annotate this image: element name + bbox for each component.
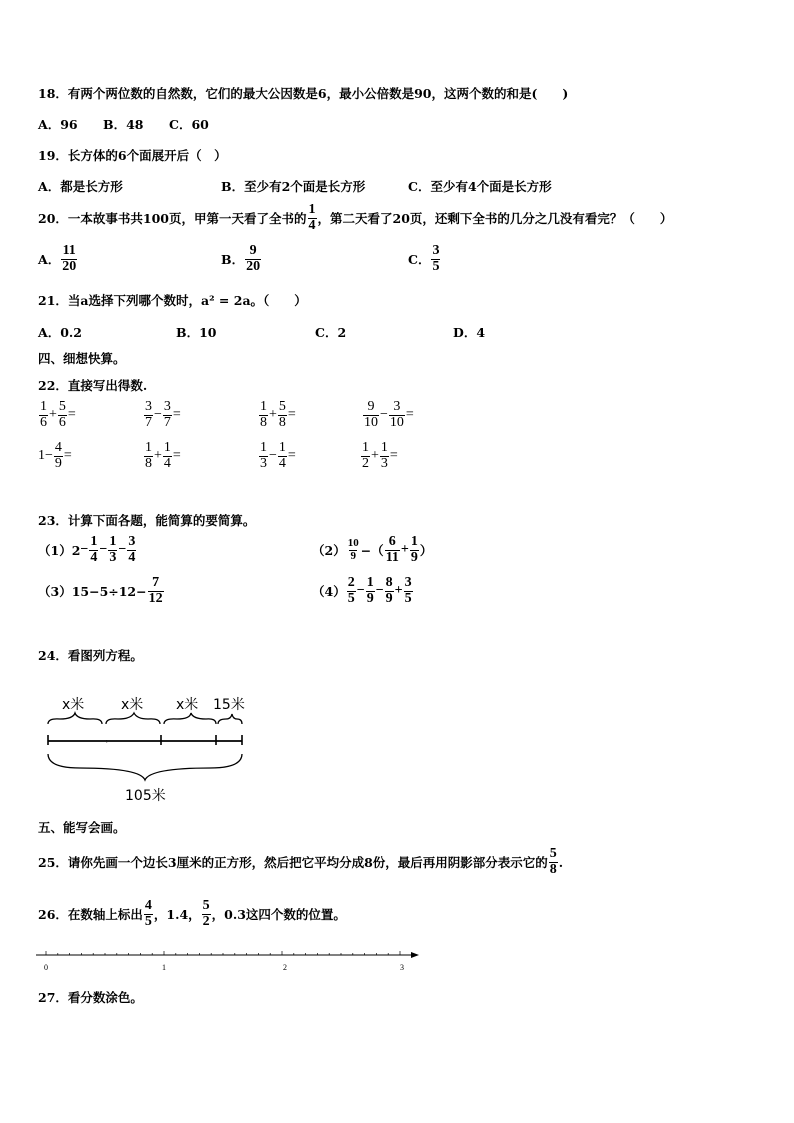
question-24-stem: 24．看图列方程。 <box>38 648 143 663</box>
question-20-stem-part2: ，第二天看了20页，还剩下全书的几分之几没有看完？（ ） <box>317 211 673 227</box>
question-21-option-c: C．2 <box>315 325 347 340</box>
calc-item: 3 7 − $\frac{3}{7}$ = <box>145 399 181 430</box>
fraction: $\frac{7}{12}$ <box>148 575 163 606</box>
calc-item: 1 2 + $\frac{1}{3}$ = <box>362 440 398 471</box>
option-c-fraction: 3 5 <box>432 243 440 274</box>
question-22-stem: 22．直接写出得数. <box>38 378 148 393</box>
fraction: 1 8 <box>260 399 267 430</box>
question-19-option-a: A．都是长方形 <box>38 179 123 194</box>
calc-item: 1 − $\frac{4}{9}$ = <box>38 440 72 471</box>
question-20-stem <box>38 203 672 233</box>
question-23-stem: 23．计算下面各题，能简算的要简算。 <box>38 513 256 528</box>
fraction: 1 3 <box>260 440 267 471</box>
calc-item: 1 8 + $\frac{5}{8}$ = <box>260 399 296 430</box>
question-21-option-d: D．4 <box>453 325 486 340</box>
fraction: 1 2 <box>362 440 369 471</box>
total-length-label: 105米 <box>125 788 166 804</box>
fraction: 6 11 <box>385 534 399 565</box>
question-18-option-c: C．60 <box>169 117 209 132</box>
tick-label-1: 1 <box>162 963 166 972</box>
fraction: $\frac{8}{9}$ <box>385 575 393 606</box>
question-23-part-1: （1）2 − $\frac{1}{4}$ − $\frac{1}{3}$ − $\frac{3}{4}$ <box>38 534 136 565</box>
fraction: 5 2 <box>202 898 210 929</box>
question-26-stem: 26．在数轴上标出 4 5 ，1.4， 5 2 ，0.3这四个数的位置。 <box>38 898 346 929</box>
segment-label-1: x米 <box>62 697 85 713</box>
fraction: $\frac{4}{9}$ <box>54 440 62 471</box>
segment-braces-and-line <box>40 710 255 785</box>
section-4-heading: 四、细想快算。 <box>38 351 126 366</box>
fraction: 9 10 <box>364 399 378 430</box>
fraction: $\frac{5}{6}$ <box>58 399 66 430</box>
fraction: 1 8 <box>145 440 152 471</box>
section-5-heading: 五、能写会画。 <box>38 820 126 835</box>
fraction: $\frac{1}{4}$ <box>90 534 98 565</box>
number-line-arrow <box>411 952 419 958</box>
calc-item: 1 3 − $\frac{1}{4}$ = <box>260 440 296 471</box>
fraction: $\frac{5}{8}$ <box>278 399 286 430</box>
question-25-stem: 25．请你先画一个边长3厘米的正方形，然后把它平均分成8份，最后再用阴影部分表示它的 5 8 . <box>38 846 564 877</box>
segment-label-2: x米 <box>121 697 144 713</box>
fraction: 10 9 <box>347 537 359 562</box>
segment-label-4: 15米 <box>213 697 245 713</box>
fraction: 4 5 <box>144 898 152 929</box>
question-20-option-c: C． 3 5 <box>408 243 440 274</box>
question-18-option-a: A．96 <box>38 117 78 132</box>
tick-label-0: 0 <box>44 963 48 972</box>
question-27-stem: 27．看分数涂色。 <box>38 990 143 1005</box>
question-23-part-3: （3）15−5÷12− $\frac{7}{12}$ <box>38 575 163 606</box>
question-21-option-b: B．10 <box>176 325 217 340</box>
question-20-stem-fraction: 1 4 <box>308 202 316 233</box>
fraction: $\frac{1}{4}$ <box>278 440 286 471</box>
fraction: $\frac{3}{4}$ <box>128 534 136 565</box>
fraction: $\frac{3}{5}$ <box>404 575 412 606</box>
question-19-option-b: B．至少有2个面是长方形 <box>221 179 366 194</box>
option-b-fraction: 9 20 <box>246 243 261 274</box>
tick-label-3: 3 <box>400 963 404 972</box>
fraction: 3 7 <box>145 399 152 430</box>
calc-item: 9 10 − $\frac{3}{10}$ = <box>364 399 414 430</box>
tick-label-2: 2 <box>283 963 287 972</box>
option-a-fraction: 11 20 <box>62 243 77 274</box>
calc-item: 1 6 + $\frac{5}{6}$ = <box>40 399 76 430</box>
calc-item: 1 8 + $\frac{1}{4}$ = <box>145 440 181 471</box>
number-line-axis <box>36 948 426 962</box>
question-18-stem: 18．有两个两位数的自然数，它们的最大公因数是6，最小公倍数是90，这两个数的和是( ) <box>38 86 569 101</box>
question-19-stem: 19．长方体的6个面展开后（ ） <box>38 148 227 163</box>
question-23-part-2: （2） 10 9 −（ 6 11 + $\frac{1}{9}$ ） <box>312 534 433 565</box>
fraction: $\frac{1}{3}$ <box>380 440 388 471</box>
segment-label-3: x米 <box>176 697 199 713</box>
question-23-part-4: （4） 2 5 − $\frac{1}{9}$ − $\frac{8}{9}$ + $\frac{3}{5}$ <box>312 575 412 606</box>
fraction: 1 6 <box>40 399 47 430</box>
fraction: $\frac{1}{4}$ <box>163 440 171 471</box>
question-18-option-b: B．48 <box>103 117 144 132</box>
fraction: $\frac{3}{10}$ <box>389 399 404 430</box>
svg-text::: : <box>106 739 108 745</box>
fraction: 5 8 <box>549 846 557 877</box>
question-20-option-b: B． 9 20 <box>221 243 261 274</box>
fraction: $\frac{1}{9}$ <box>410 534 418 565</box>
question-19-option-c: C．至少有4个面是长方形 <box>408 179 552 194</box>
question-20-option-a: A． 11 20 <box>38 243 77 274</box>
fraction: $\frac{3}{7}$ <box>163 399 171 430</box>
question-21-option-a: A．0.2 <box>38 325 82 340</box>
question-20-stem-part1: 20．一本故事书共100页，甲第一天看了全书的 <box>38 211 307 227</box>
question-21-stem: 21．当a选择下列哪个数时，a² = 2a。（ ） <box>38 293 307 308</box>
fraction: $\frac{1}{3}$ <box>109 534 117 565</box>
fraction: $\frac{1}{9}$ <box>366 575 374 606</box>
fraction: 2 5 <box>347 575 355 606</box>
